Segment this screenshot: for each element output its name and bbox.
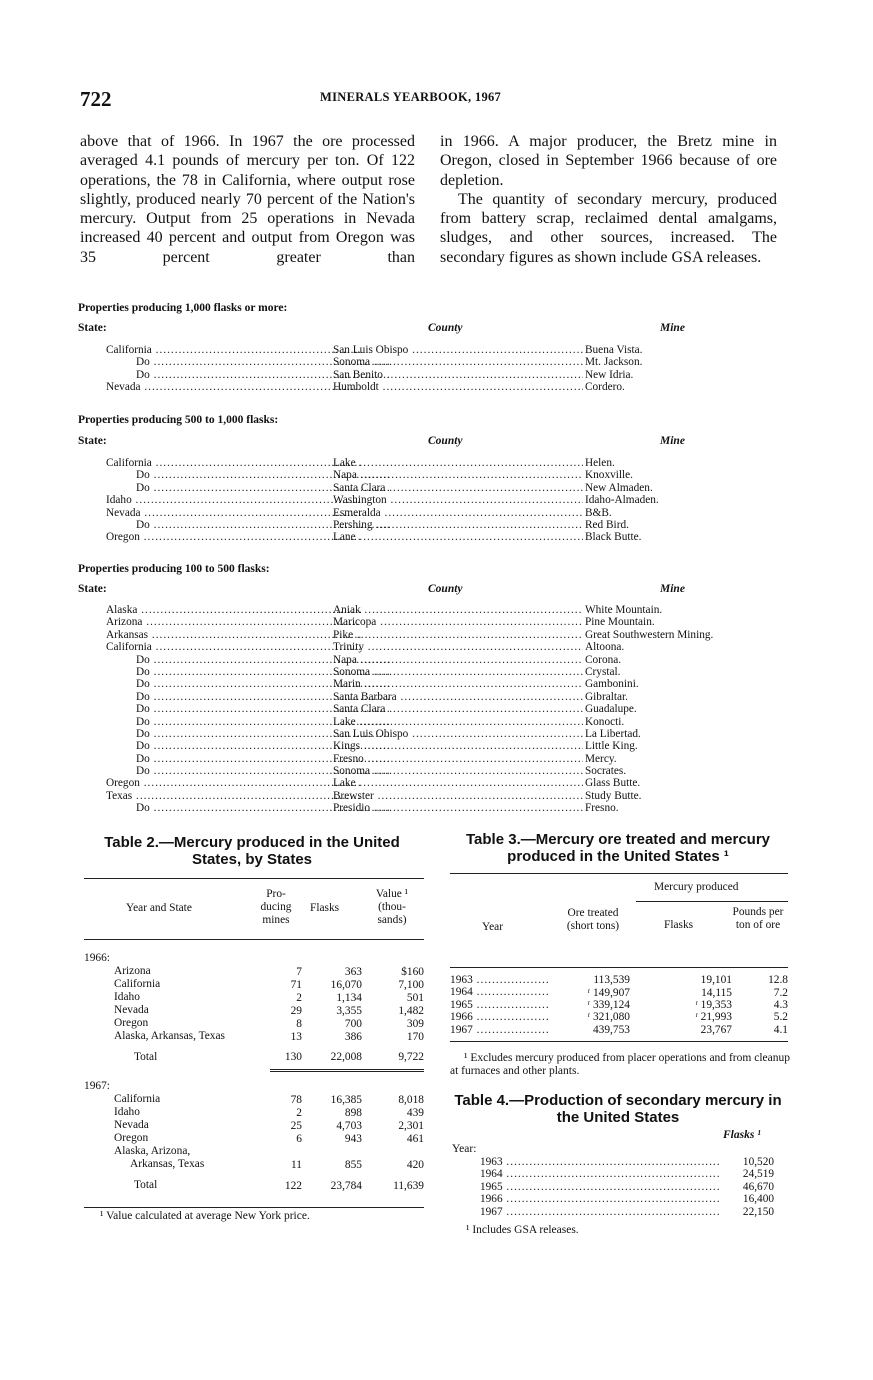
table-row — [84, 978, 424, 991]
t2-state: Oregon — [114, 1132, 149, 1144]
t2-value: 1,482 — [398, 1004, 424, 1017]
t4-year: 1965 ..... — [480, 1181, 720, 1193]
property-county: Kings ..... — [333, 740, 583, 752]
property-mine: Gambonini. — [585, 678, 639, 691]
property-county: Humboldt ..... — [333, 381, 583, 393]
property-row — [78, 728, 818, 740]
property-row — [78, 469, 798, 481]
table-row — [450, 986, 788, 998]
t2-state: Arizona — [114, 965, 151, 977]
property-mine: Pine Mountain. — [585, 616, 655, 629]
property-county: Napa ..... — [333, 654, 583, 666]
table-row — [84, 1080, 424, 1093]
table4-row — [452, 1168, 782, 1180]
t2-mines: 2 — [296, 1106, 302, 1119]
property-state: Oregon ..... — [78, 777, 361, 789]
t2-value: 420 — [406, 1158, 424, 1171]
t4-year: 1967 ..... — [480, 1206, 720, 1218]
t2-col-year-state: Year and State — [126, 902, 192, 914]
property-state: Idaho ..... — [78, 494, 361, 506]
property-row — [78, 531, 798, 543]
table-row — [84, 1017, 424, 1030]
property-county: Esmeralda ..... — [333, 507, 583, 519]
county-label: County — [428, 322, 463, 334]
table-row — [84, 1030, 424, 1043]
t3-col-pounds: Pounds per ton of ore — [732, 906, 784, 931]
property-state: California ..... — [78, 457, 361, 469]
t2-mines: 78 — [290, 1093, 302, 1106]
property-state: Do ..... — [78, 369, 391, 381]
property-county: Lake ..... — [333, 716, 583, 728]
t3-year: 1963 ..... — [450, 974, 550, 986]
property-county: Sonoma ..... — [333, 356, 583, 368]
table-row — [84, 1179, 424, 1192]
t3-flasks: ʳ 19,353 — [695, 999, 732, 1012]
property-county: Pershing ..... — [333, 519, 583, 531]
t2-flasks: 386 — [344, 1030, 362, 1043]
t4-flasks: 10,520 — [742, 1156, 774, 1168]
table3 — [450, 974, 788, 1036]
property-state: Do ..... — [78, 703, 391, 715]
t2-flasks: 16,385 — [330, 1093, 362, 1106]
body-paragraph: above that of 1966. In 1967 the ore processed averaged 4.1 pounds of mercury per ton. Of 122 operations, the 78 in California, where output rose slightly, produced nearly 70 percent of the Nation's mercury. Output from 25 operations in Nevada increased 40 percent and output from Oregon was 35 percent greater than — [80, 133, 415, 266]
t2-mines: 130 — [284, 1051, 302, 1063]
property-row — [78, 716, 818, 728]
property-mine: Altoona. — [585, 641, 625, 654]
property-state: Do ..... — [78, 753, 391, 765]
t2-mines: 2 — [296, 991, 302, 1004]
t2-flasks: 700 — [344, 1017, 362, 1030]
property-state: Oregon ..... — [78, 531, 361, 543]
t2-flasks: 4,703 — [336, 1119, 362, 1132]
t2-value: 7,100 — [398, 978, 424, 991]
mine-label: Mine — [660, 583, 685, 595]
t3-ore: ʳ 149,907 — [587, 986, 630, 999]
mine-label: Mine — [660, 435, 685, 447]
property-row — [78, 344, 798, 356]
property-state: Do ..... — [78, 740, 391, 752]
group2-column-headers — [78, 435, 778, 449]
table-row — [450, 1011, 788, 1023]
t3-flasks: 14,115 — [701, 986, 732, 999]
group3-column-headers — [78, 583, 778, 597]
table2-footnote: ¹ Value calculated at average New York price. — [100, 1210, 310, 1222]
t4-year: 1966 ..... — [480, 1193, 720, 1205]
t4-flasks: 24,519 — [742, 1168, 774, 1181]
t2-flasks: 363 — [344, 965, 362, 978]
t2-mines: 11 — [291, 1158, 302, 1171]
property-row — [78, 457, 798, 469]
property-mine: Helen. — [585, 457, 615, 469]
table-row — [450, 1024, 788, 1036]
t3-pounds: 12.8 — [768, 974, 788, 987]
page-number: 722 — [80, 87, 112, 111]
table4-row — [452, 1156, 782, 1168]
t2-state: Arkansas, Texas — [130, 1158, 205, 1170]
property-mine: Glass Butte. — [585, 777, 641, 790]
property-state: Arizona ..... — [78, 616, 361, 628]
table4-footnote: ¹ Includes GSA releases. — [466, 1224, 579, 1236]
t3-year: 1965 ..... — [450, 999, 550, 1011]
property-state: California ..... — [78, 641, 361, 653]
property-mine: Study Butte. — [585, 789, 642, 802]
property-mine: Corona. — [585, 653, 622, 666]
property-row — [78, 641, 818, 653]
group1-title: Properties producing 1,000 flasks or more: — [78, 302, 288, 314]
t2-flasks: 943 — [344, 1132, 362, 1145]
property-row — [78, 802, 818, 814]
property-county: Presidio ..... — [333, 802, 583, 814]
t3-flasks: 23,767 — [700, 1023, 732, 1036]
property-mine: Guadalupe. — [585, 703, 637, 716]
property-county: Fresno ..... — [333, 753, 583, 765]
table-row — [450, 974, 788, 986]
t2-state: California — [114, 1093, 161, 1105]
table4-list — [452, 1156, 782, 1218]
property-row — [78, 765, 818, 777]
t2-state: Total — [134, 1051, 158, 1064]
t3-ore: 439,753 — [592, 1023, 630, 1036]
t2-state: California — [114, 978, 161, 990]
t2-value: 11,639 — [393, 1179, 424, 1192]
property-county: Washington ..... — [333, 494, 583, 506]
table-row — [84, 1145, 424, 1158]
table3-footnote: ¹ Excludes mercury produced from placer operations and from cleanup at furnaces and other plants. — [450, 1052, 790, 1077]
table-row — [84, 991, 424, 1004]
table-row — [84, 1158, 424, 1171]
t2-col-mines: Pro-ducing mines — [260, 888, 292, 926]
table4-unit: Flasks ¹ — [723, 1129, 761, 1141]
t2-mines: 7 — [296, 965, 302, 978]
body-paragraph: The quantity of secondary mercury, produced from battery scrap, reclaimed dental amalgams, sludges, and other sources, increased. The secondary figures as shown include GSA releases. — [440, 190, 777, 266]
property-state: Texas ..... — [78, 790, 361, 802]
property-state: Do ..... — [78, 519, 391, 531]
property-state: Do ..... — [78, 666, 391, 678]
table3-header — [450, 875, 788, 967]
table-row — [84, 952, 424, 965]
t4-flasks: 22,150 — [742, 1205, 774, 1218]
t4-flasks: 46,670 — [742, 1180, 774, 1193]
t4-year: 1964 ..... — [480, 1168, 720, 1180]
property-row — [78, 691, 818, 703]
property-mine: Red Bird. — [585, 518, 629, 531]
property-state: Do ..... — [78, 728, 391, 740]
property-mine: Buena Vista. — [585, 344, 643, 356]
body-right-column — [440, 132, 777, 267]
table-row — [84, 1093, 424, 1106]
property-county: Trinity ..... — [333, 641, 583, 653]
property-mine: Crystal. — [585, 665, 621, 678]
property-county: Santa Barbara ..... — [333, 691, 583, 703]
table-row — [84, 1132, 424, 1145]
property-mine: Cordero. — [585, 381, 625, 394]
t2-value: 9,722 — [398, 1051, 424, 1063]
property-mine: New Almaden. — [585, 481, 653, 494]
property-state: Arkansas ..... — [78, 629, 361, 641]
t2-value: 8,018 — [398, 1093, 424, 1106]
table-row — [84, 1004, 424, 1017]
t2-mines: 29 — [290, 1004, 302, 1017]
property-county: Brewster ..... — [333, 790, 583, 802]
property-state: Do ..... — [78, 654, 391, 666]
property-row — [78, 616, 818, 628]
table-row — [84, 1049, 424, 1071]
t2-flasks: 22,008 — [330, 1051, 362, 1063]
t3-col-group: Mercury produced — [654, 881, 739, 893]
t2-value: 170 — [406, 1030, 424, 1043]
state-label: State: — [78, 583, 107, 595]
property-mine: Mercy. — [585, 752, 617, 765]
t2-value: 309 — [406, 1017, 424, 1030]
state-label: State: — [78, 435, 107, 447]
property-row — [78, 666, 818, 678]
t2-flasks: 1,134 — [336, 991, 362, 1004]
t3-col-ore: Ore treated (short tons) — [566, 907, 620, 932]
table2 — [84, 952, 424, 1192]
state-label: State: — [78, 322, 107, 334]
property-mine: Little King. — [585, 740, 638, 753]
t2-flasks: 898 — [344, 1106, 362, 1119]
t2-col-value: Value ¹ (thou-sands) — [375, 888, 409, 926]
group1-list — [78, 344, 798, 394]
property-county: Lane ..... — [333, 531, 583, 543]
table-row — [84, 1106, 424, 1119]
property-state: Do ..... — [78, 716, 391, 728]
table-row — [84, 1119, 424, 1132]
t3-pounds: 7.2 — [773, 986, 788, 999]
property-state: Nevada ..... — [78, 381, 361, 393]
property-county: Santa Clara ..... — [333, 482, 583, 494]
t3-col-flasks: Flasks — [664, 919, 694, 931]
property-row — [78, 356, 798, 368]
property-row — [78, 678, 818, 690]
t2-value: 2,301 — [398, 1119, 424, 1132]
t2-value: 501 — [406, 991, 424, 1004]
table4-row — [452, 1193, 782, 1205]
group3-title: Properties producing 100 to 500 flasks: — [78, 563, 270, 575]
property-mine: Black Butte. — [585, 531, 642, 544]
property-row — [78, 654, 818, 666]
property-row — [78, 790, 818, 802]
property-mine: Great Southwestern Mining. — [585, 628, 714, 641]
property-row — [78, 494, 798, 506]
table4-row — [452, 1181, 782, 1193]
property-county: Sonoma ..... — [333, 666, 583, 678]
t4-flasks: 16,400 — [742, 1193, 774, 1206]
table-row — [450, 999, 788, 1011]
t2-state: Oregon — [114, 1017, 149, 1029]
property-county: Aniak ..... — [333, 604, 583, 616]
property-row — [78, 703, 818, 715]
t2-mines: 122 — [284, 1179, 302, 1192]
t2-state: Nevada — [114, 1119, 149, 1131]
table4-year-label: Year: — [452, 1143, 477, 1155]
t3-ore: ʳ 339,124 — [587, 999, 630, 1012]
property-row — [78, 604, 818, 616]
property-county: Pike ..... — [333, 629, 583, 641]
t2-mines: 71 — [290, 978, 302, 991]
property-county: Marin ..... — [333, 678, 583, 690]
t2-state: Idaho — [114, 991, 140, 1003]
property-row — [78, 369, 798, 381]
t3-flasks: ʳ 21,993 — [695, 1011, 732, 1024]
table4-title: Table 4.—Production of secondary mercury in the United States — [454, 1092, 782, 1126]
t2-flasks: 855 — [344, 1158, 362, 1171]
property-mine: Fresno. — [585, 802, 619, 815]
property-mine: Knoxville. — [585, 469, 634, 482]
property-row — [78, 381, 798, 393]
property-county: Sonoma ..... — [333, 765, 583, 777]
group2-title: Properties producing 500 to 1,000 flasks: — [78, 414, 279, 426]
property-state: Do ..... — [78, 356, 391, 368]
property-mine: Idaho-Almaden. — [585, 494, 659, 507]
t2-state: Idaho — [114, 1106, 140, 1118]
t2-state: Total — [134, 1179, 158, 1191]
t3-ore: 113,539 — [593, 974, 630, 987]
t2-flasks: 23,784 — [330, 1179, 362, 1192]
property-mine: White Mountain. — [585, 604, 663, 616]
t3-year: 1964 ..... — [450, 986, 550, 998]
t2-value: $160 — [401, 965, 424, 978]
property-mine: La Libertad. — [585, 727, 641, 740]
t2-year-label: 1966: — [84, 952, 110, 964]
property-state: Do ..... — [78, 802, 391, 814]
t2-col-flasks: Flasks — [310, 902, 340, 914]
property-county: Lake ..... — [333, 457, 583, 469]
property-state: Alaska ..... — [78, 604, 361, 616]
t2-state: Nevada — [114, 1004, 149, 1016]
property-row — [78, 753, 818, 765]
t2-mines: 25 — [290, 1119, 302, 1132]
table4-row — [452, 1206, 782, 1218]
body-left-column — [80, 132, 415, 267]
county-label: County — [428, 435, 463, 447]
property-row — [78, 519, 798, 531]
property-row — [78, 740, 818, 752]
property-state: Nevada ..... — [78, 507, 361, 519]
t2-value: 439 — [406, 1106, 424, 1119]
t3-flasks: 19,101 — [700, 974, 732, 987]
t2-mines: 6 — [296, 1132, 302, 1145]
property-row — [78, 777, 818, 789]
t4-year: 1963 ..... — [480, 1156, 720, 1168]
t2-mines: 8 — [296, 1017, 302, 1030]
property-county: Napa ..... — [333, 469, 583, 481]
property-county: San Luis Obispo ..... — [333, 344, 583, 356]
property-mine: Socrates. — [585, 765, 627, 778]
property-row — [78, 629, 818, 641]
t3-year: 1966 ..... — [450, 1011, 550, 1023]
mine-label: Mine — [660, 322, 685, 334]
property-row — [78, 482, 798, 494]
t2-flasks: 3,355 — [336, 1004, 362, 1017]
property-county: Maricopa ..... — [333, 616, 583, 628]
property-mine: B&B. — [585, 506, 612, 519]
group2-list — [78, 457, 798, 544]
property-mine: Mt. Jackson. — [585, 356, 643, 369]
t3-col-year: Year — [482, 921, 503, 933]
t3-year: 1967 ..... — [450, 1024, 550, 1036]
body-paragraph: in 1966. A major producer, the Bretz mine in Oregon, closed in September 1966 because of ore depletion. — [440, 133, 777, 189]
t3-pounds: 4.3 — [773, 999, 788, 1012]
group1-column-headers — [78, 322, 778, 336]
property-county: San Benito ..... — [333, 369, 583, 381]
t2-mines: 13 — [290, 1030, 302, 1043]
group3-list — [78, 604, 818, 815]
running-head: MINERALS YEARBOOK, 1967 — [320, 90, 502, 104]
county-label: County — [428, 583, 463, 595]
property-state: Do ..... — [78, 678, 391, 690]
t2-state: Alaska, Arkansas, Texas — [114, 1030, 225, 1042]
t2-year-label: Alaska, Arizona, — [114, 1145, 191, 1157]
property-state: Do ..... — [78, 765, 391, 777]
table2-title: Table 2.—Mercury produced in the United States, by States — [104, 834, 400, 868]
property-state: California ..... — [78, 344, 361, 356]
property-state: Do ..... — [78, 691, 391, 703]
property-state: Do ..... — [78, 482, 391, 494]
property-mine: Konocti. — [585, 715, 625, 728]
t3-ore: ʳ 321,080 — [587, 1011, 630, 1024]
t2-value: 461 — [406, 1132, 424, 1145]
table-row — [84, 965, 424, 978]
property-mine: Gibraltar. — [585, 690, 628, 703]
t2-year-label: 1967: — [84, 1080, 110, 1092]
property-county: Santa Clara ..... — [333, 703, 583, 715]
t3-pounds: 5.2 — [773, 1011, 788, 1024]
property-county: San Luis Obispo ..... — [333, 728, 583, 740]
table3-title: Table 3.—Mercury ore treated and mercury produced in the United States ¹ — [466, 831, 770, 865]
property-mine: New Idria. — [585, 368, 634, 381]
t3-pounds: 4.1 — [773, 1023, 788, 1036]
property-row — [78, 507, 798, 519]
property-county: Lake ..... — [333, 777, 583, 789]
property-state: Do ..... — [78, 469, 391, 481]
t2-flasks: 16,070 — [330, 978, 362, 991]
